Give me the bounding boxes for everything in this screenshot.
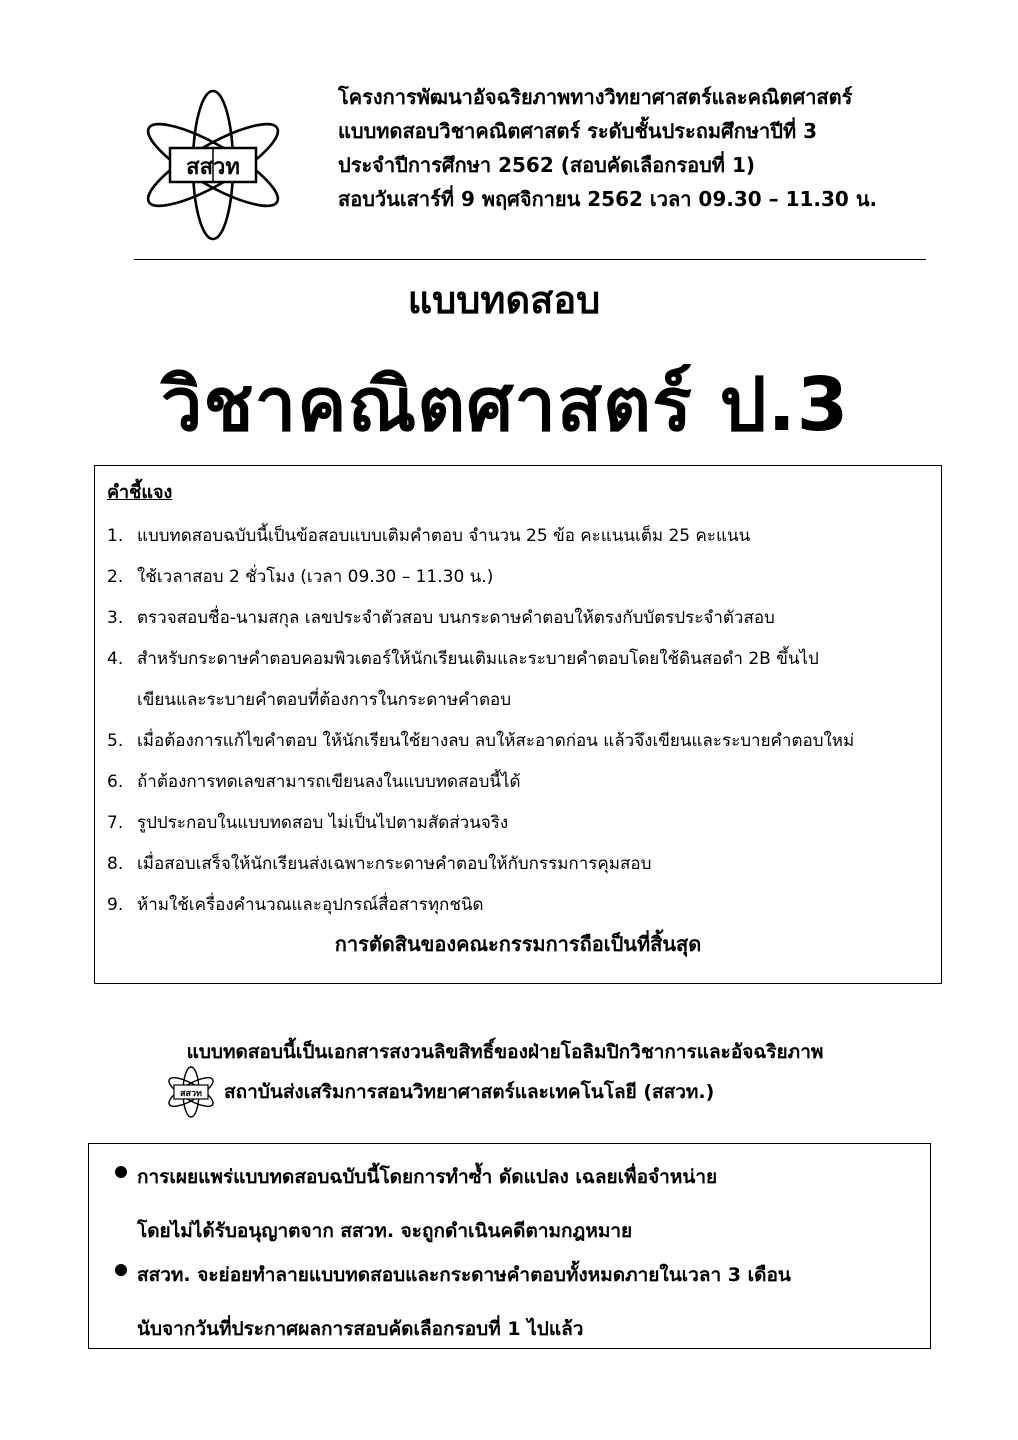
instruction-text: รูปประกอบในแบบทดสอบ ไม่เป็นไปตามสัดส่วนจริง	[137, 813, 509, 833]
instructions-heading: คำชี้แจง	[107, 482, 173, 503]
instruction-number: 6.	[107, 772, 124, 792]
instructions-box	[94, 465, 942, 984]
legal-notice-item	[107, 1248, 907, 1356]
instruction-text: ใช้เวลาสอบ 2 ชั่วโมง (เวลา 09.30 – 11.30 น.)	[137, 567, 494, 587]
instruction-number: 3.	[107, 608, 124, 628]
instruction-text: สำหรับกระดาษคำตอบคอมพิวเตอร์ให้นักเรียนเติมและระบายคำตอบโดยใช้ดินสอดำ 2B ขึ้นไป	[137, 649, 819, 669]
legal-notice-item	[107, 1150, 907, 1258]
instruction-text: แบบทดสอบฉบับนี้เป็นข้อสอบแบบเติมคำตอบ จำนวน 25 ข้อ คะแนนเต็ม 25 คะแนน	[137, 526, 751, 546]
instruction-item	[107, 516, 937, 557]
instruction-item	[107, 639, 937, 721]
bullet-dot-icon	[115, 1264, 127, 1276]
instruction-text: ห้ามใช้เครื่องคำนวณและอุปกรณ์สื่อสารทุกชนิด	[137, 895, 484, 915]
copyright-notice: แบบทดสอบนี้เป็นเอกสารสงวนลิขสิทธิ์ของฝ่ายโอลิมปิกวิชาการและอัจฉริยภาพ	[186, 1041, 824, 1063]
subject-title: วิชาคณิตศาสตร์ ป.3	[160, 362, 850, 448]
instruction-item	[107, 721, 937, 762]
instruction-number: 4.	[107, 649, 124, 669]
instruction-item	[107, 762, 937, 803]
logo-small-text: สสวท	[180, 1089, 202, 1099]
instruction-item	[107, 557, 937, 598]
logo-text: สสวท	[186, 155, 240, 180]
instruction-item	[107, 803, 937, 844]
instruction-number: 9.	[107, 895, 124, 915]
instruction-text: ถ้าต้องการทดเลขสามารถเขียนลงในแบบทดสอบนี้ได้	[137, 772, 521, 792]
instruction-item	[107, 598, 937, 639]
institute-line	[164, 1062, 714, 1122]
instruction-number: 7.	[107, 813, 124, 833]
ipst-logo	[140, 86, 286, 244]
instruction-number: 2.	[107, 567, 124, 587]
header-divider	[134, 259, 926, 260]
instruction-item	[107, 885, 937, 926]
instruction-text: เมื่อสอบเสร็จให้นักเรียนส่งเฉพาะกระดาษคำตอบให้กับกรรมการคุมสอบ	[137, 854, 652, 874]
instructions-list	[107, 516, 937, 926]
ipst-logo-small	[164, 1064, 218, 1120]
instruction-number: 8.	[107, 854, 124, 874]
instruction-number: 1.	[107, 526, 124, 546]
instruction-text: เมื่อต้องการแก้ไขคำตอบ ให้นักเรียนใช้ยางลบ ลบให้สะอาดก่อน แล้วจึงเขียนและระบายคำตอบใหม่	[137, 731, 855, 751]
institute-name: สถาบันส่งเสริมการสอนวิทยาศาสตร์และเทคโนโลยี (สสวท.)	[224, 1081, 715, 1103]
header-info	[338, 80, 978, 216]
exam-label: แบบทดสอบ	[407, 278, 601, 322]
notice-line: สสวท. จะย่อยทำลายแบบทดสอบและกระดาษคำตอบทั้งหมดภายในเวลา 3 เดือน	[137, 1264, 791, 1286]
instruction-text: ตรวจสอบชื่อ-นามสกุล เลขประจำตัวสอบ บนกระดาษคำตอบให้ตรงกับบัตรประจำตัวสอบ	[137, 608, 775, 628]
committee-verdict: การตัดสินของคณะกรรมการถือเป็นที่สิ้นสุด	[334, 932, 702, 956]
legal-notice-box	[88, 1143, 931, 1349]
notice-line: การเผยแพร่แบบทดสอบฉบับนี้โดยการทำซ้ำ ดัดแปลง เฉลยเพื่อจำหน่าย	[137, 1166, 718, 1188]
instruction-item	[107, 844, 937, 885]
exam-date-time: สอบวันเสาร์ที่ 9 พฤศจิกายน 2562 เวลา 09.30 – 11.30 น.	[338, 187, 878, 211]
academic-year: ประจำปีการศึกษา 2562 (สอบคัดเลือกรอบที่ 1)	[338, 153, 756, 177]
exam-level: แบบทดสอบวิชาคณิตศาสตร์ ระดับชั้นประถมศึกษาปีที่ 3	[338, 119, 818, 143]
instruction-number: 5.	[107, 731, 124, 751]
bullet-dot-icon	[115, 1166, 127, 1178]
project-name: โครงการพัฒนาอัจฉริยภาพทางวิทยาศาสตร์และคณิตศาสตร์	[338, 85, 853, 109]
notice-line: โดยไม่ได้รับอนุญาตจาก สสวท. จะถูกดำเนินคดีตามกฎหมาย	[137, 1220, 633, 1242]
notice-line: นับจากวันที่ประกาศผลการสอบคัดเลือกรอบที่ 1 ไปแล้ว	[137, 1318, 584, 1340]
instruction-text-continued: เขียนและระบายคำตอบที่ต้องการในกระดาษคำตอบ	[137, 690, 511, 710]
